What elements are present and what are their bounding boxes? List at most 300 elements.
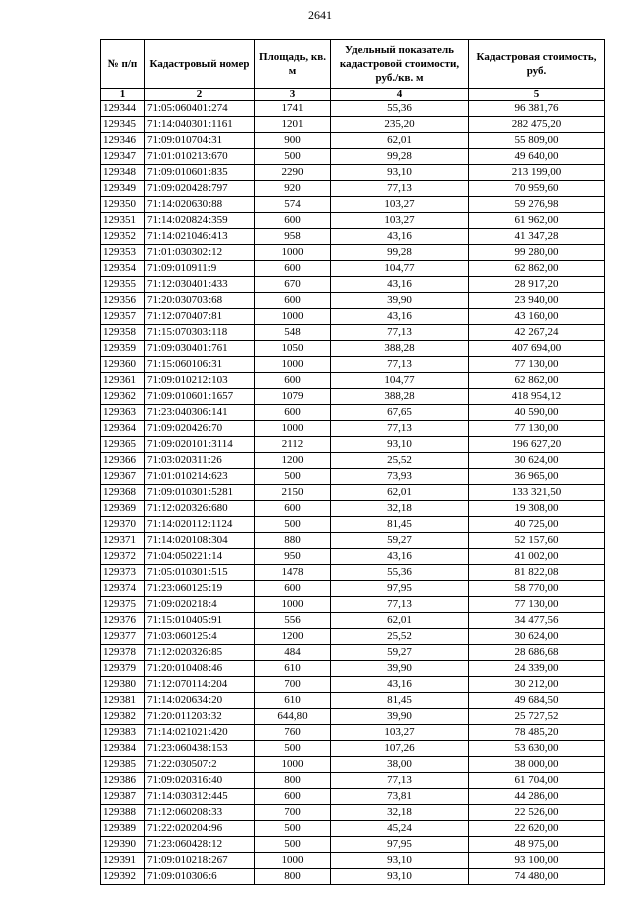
cadastral-number-cell: 71:20:030703:68 — [145, 293, 255, 309]
column-index-row — [101, 89, 605, 101]
area-cell: 1201 — [255, 117, 331, 133]
table-row — [101, 485, 605, 501]
cadastral-number-cell: 71:15:070303:118 — [145, 325, 255, 341]
cadastral-value-cell: 81 822,08 — [469, 565, 605, 581]
table-row — [101, 325, 605, 341]
cadastral-value-cell: 53 630,00 — [469, 741, 605, 757]
header-row-number: № п/п — [101, 40, 145, 89]
header-area: Площадь, кв. м — [255, 40, 331, 89]
cadastral-value-cell: 48 975,00 — [469, 837, 605, 853]
cadastral-number-cell: 71:14:020112:1124 — [145, 517, 255, 533]
cadastral-number-cell: 71:09:010601:1657 — [145, 389, 255, 405]
area-cell: 644,80 — [255, 709, 331, 725]
cadastral-number-cell: 71:23:040306:141 — [145, 405, 255, 421]
table-row — [101, 741, 605, 757]
cadastral-number-cell: 71:04:050221:14 — [145, 549, 255, 565]
table-row — [101, 869, 605, 885]
row-number-cell: 129381 — [101, 693, 145, 709]
table-row — [101, 181, 605, 197]
cadastral-number-cell: 71:12:060208:33 — [145, 805, 255, 821]
cadastral-value-cell: 58 770,00 — [469, 581, 605, 597]
cadastral-number-cell: 71:09:020101:3114 — [145, 437, 255, 453]
specific-value-cell: 73,81 — [331, 789, 469, 805]
specific-value-cell: 99,28 — [331, 149, 469, 165]
table-row — [101, 533, 605, 549]
row-number-cell: 129373 — [101, 565, 145, 581]
table-row — [101, 261, 605, 277]
table-row — [101, 709, 605, 725]
cadastral-value-cell: 30 624,00 — [469, 453, 605, 469]
cadastral-number-cell: 71:14:021046:413 — [145, 229, 255, 245]
table-row — [101, 469, 605, 485]
specific-value-cell: 43,16 — [331, 677, 469, 693]
cadastral-value-cell: 38 000,00 — [469, 757, 605, 773]
area-cell: 900 — [255, 133, 331, 149]
row-number-cell: 129377 — [101, 629, 145, 645]
header-row — [101, 40, 605, 89]
area-cell: 1000 — [255, 309, 331, 325]
row-number-cell: 129387 — [101, 789, 145, 805]
table-body — [101, 101, 605, 885]
table-row — [101, 501, 605, 517]
row-number-cell: 129354 — [101, 261, 145, 277]
cadastral-number-cell: 71:05:060401:274 — [145, 101, 255, 117]
table-row — [101, 421, 605, 437]
cadastral-value-cell: 22 526,00 — [469, 805, 605, 821]
cadastral-number-cell: 71:09:010306:6 — [145, 869, 255, 885]
specific-value-cell: 81,45 — [331, 517, 469, 533]
cadastral-number-cell: 71:12:070407:81 — [145, 309, 255, 325]
row-number-cell: 129388 — [101, 805, 145, 821]
column-index: 3 — [255, 89, 331, 101]
cadastral-number-cell: 71:09:010218:267 — [145, 853, 255, 869]
row-number-cell: 129371 — [101, 533, 145, 549]
row-number-cell: 129374 — [101, 581, 145, 597]
specific-value-cell: 97,95 — [331, 581, 469, 597]
specific-value-cell: 103,27 — [331, 197, 469, 213]
row-number-cell: 129358 — [101, 325, 145, 341]
table-row — [101, 373, 605, 389]
row-number-cell: 129348 — [101, 165, 145, 181]
area-cell: 500 — [255, 517, 331, 533]
area-cell: 500 — [255, 149, 331, 165]
cadastral-number-cell: 71:09:010212:103 — [145, 373, 255, 389]
area-cell: 600 — [255, 293, 331, 309]
area-cell: 700 — [255, 677, 331, 693]
cadastral-value-cell: 42 267,24 — [469, 325, 605, 341]
table-row — [101, 405, 605, 421]
specific-value-cell: 62,01 — [331, 133, 469, 149]
row-number-cell: 129386 — [101, 773, 145, 789]
area-cell: 600 — [255, 213, 331, 229]
specific-value-cell: 104,77 — [331, 261, 469, 277]
specific-value-cell: 43,16 — [331, 309, 469, 325]
cadastral-value-cell: 40 590,00 — [469, 405, 605, 421]
row-number-cell: 129363 — [101, 405, 145, 421]
table-row — [101, 245, 605, 261]
specific-value-cell: 107,26 — [331, 741, 469, 757]
table-row — [101, 197, 605, 213]
cadastral-number-cell: 71:12:020326:85 — [145, 645, 255, 661]
row-number-cell: 129367 — [101, 469, 145, 485]
cadastral-number-cell: 71:09:020428:797 — [145, 181, 255, 197]
table-row — [101, 437, 605, 453]
table-row — [101, 517, 605, 533]
row-number-cell: 129378 — [101, 645, 145, 661]
table-row — [101, 149, 605, 165]
cadastral-value-cell: 418 954,12 — [469, 389, 605, 405]
table-row — [101, 597, 605, 613]
table-row — [101, 133, 605, 149]
table-row — [101, 213, 605, 229]
cadastral-value-cell: 22 620,00 — [469, 821, 605, 837]
area-cell: 500 — [255, 821, 331, 837]
table-row — [101, 661, 605, 677]
cadastral-number-cell: 71:20:011203:32 — [145, 709, 255, 725]
table-row — [101, 773, 605, 789]
row-number-cell: 129389 — [101, 821, 145, 837]
row-number-cell: 129385 — [101, 757, 145, 773]
cadastral-value-cell: 70 959,60 — [469, 181, 605, 197]
specific-value-cell: 62,01 — [331, 613, 469, 629]
area-cell: 600 — [255, 789, 331, 805]
cadastral-value-cell: 96 381,76 — [469, 101, 605, 117]
area-cell: 1000 — [255, 757, 331, 773]
cadastral-number-cell: 71:20:010408:46 — [145, 661, 255, 677]
specific-value-cell: 32,18 — [331, 805, 469, 821]
row-number-cell: 129359 — [101, 341, 145, 357]
cadastral-value-cell: 133 321,50 — [469, 485, 605, 501]
table-row — [101, 309, 605, 325]
table-row — [101, 581, 605, 597]
row-number-cell: 129391 — [101, 853, 145, 869]
cadastral-value-cell: 407 694,00 — [469, 341, 605, 357]
table-row — [101, 677, 605, 693]
area-cell: 1000 — [255, 853, 331, 869]
cadastral-number-cell: 71:14:020630:88 — [145, 197, 255, 213]
specific-value-cell: 104,77 — [331, 373, 469, 389]
specific-value-cell: 99,28 — [331, 245, 469, 261]
area-cell: 610 — [255, 661, 331, 677]
area-cell: 500 — [255, 837, 331, 853]
cadastral-value-cell: 62 862,00 — [469, 261, 605, 277]
specific-value-cell: 77,13 — [331, 325, 469, 341]
cadastral-number-cell: 71:23:060125:19 — [145, 581, 255, 597]
cadastral-value-cell: 41 347,28 — [469, 229, 605, 245]
cadastral-value-cell: 30 624,00 — [469, 629, 605, 645]
row-number-cell: 129346 — [101, 133, 145, 149]
row-number-cell: 129365 — [101, 437, 145, 453]
area-cell: 1741 — [255, 101, 331, 117]
row-number-cell: 129349 — [101, 181, 145, 197]
cadastral-number-cell: 71:14:030312:445 — [145, 789, 255, 805]
area-cell: 500 — [255, 469, 331, 485]
area-cell: 500 — [255, 741, 331, 757]
cadastral-number-cell: 71:09:010301:5281 — [145, 485, 255, 501]
table-row — [101, 805, 605, 821]
table-row — [101, 789, 605, 805]
table-row — [101, 645, 605, 661]
cadastral-value-cell: 196 627,20 — [469, 437, 605, 453]
row-number-cell: 129392 — [101, 869, 145, 885]
specific-value-cell: 103,27 — [331, 725, 469, 741]
cadastral-number-cell: 71:01:010214:623 — [145, 469, 255, 485]
specific-value-cell: 73,93 — [331, 469, 469, 485]
specific-value-cell: 388,28 — [331, 389, 469, 405]
header-cadastral-value: Кадастровая стоимость, руб. — [469, 40, 605, 89]
specific-value-cell: 55,36 — [331, 101, 469, 117]
table-row — [101, 629, 605, 645]
area-cell: 610 — [255, 693, 331, 709]
specific-value-cell: 39,90 — [331, 709, 469, 725]
cadastral-number-cell: 71:14:021021:420 — [145, 725, 255, 741]
table-row — [101, 453, 605, 469]
row-number-cell: 129376 — [101, 613, 145, 629]
specific-value-cell: 103,27 — [331, 213, 469, 229]
cadastral-value-cell: 59 276,98 — [469, 197, 605, 213]
cadastral-number-cell: 71:03:060125:4 — [145, 629, 255, 645]
area-cell: 1050 — [255, 341, 331, 357]
column-index: 5 — [469, 89, 605, 101]
cadastral-value-cell: 52 157,60 — [469, 533, 605, 549]
specific-value-cell: 388,28 — [331, 341, 469, 357]
area-cell: 600 — [255, 501, 331, 517]
cadastral-number-cell: 71:23:060428:12 — [145, 837, 255, 853]
table-row — [101, 389, 605, 405]
cadastral-value-table — [100, 39, 605, 885]
cadastral-value-cell: 28 686,68 — [469, 645, 605, 661]
cadastral-value-cell: 34 477,56 — [469, 613, 605, 629]
cadastral-value-cell: 74 480,00 — [469, 869, 605, 885]
area-cell: 574 — [255, 197, 331, 213]
specific-value-cell: 43,16 — [331, 229, 469, 245]
specific-value-cell: 77,13 — [331, 357, 469, 373]
row-number-cell: 129353 — [101, 245, 145, 261]
cadastral-number-cell: 71:09:010601:835 — [145, 165, 255, 181]
area-cell: 1200 — [255, 629, 331, 645]
table-row — [101, 165, 605, 181]
row-number-cell: 129356 — [101, 293, 145, 309]
table-row — [101, 229, 605, 245]
table-row — [101, 725, 605, 741]
area-cell: 950 — [255, 549, 331, 565]
area-cell: 600 — [255, 405, 331, 421]
column-index: 4 — [331, 89, 469, 101]
area-cell: 2112 — [255, 437, 331, 453]
specific-value-cell: 93,10 — [331, 853, 469, 869]
cadastral-value-cell: 44 286,00 — [469, 789, 605, 805]
table-row — [101, 357, 605, 373]
cadastral-number-cell: 71:14:020824:359 — [145, 213, 255, 229]
cadastral-number-cell: 71:23:060438:153 — [145, 741, 255, 757]
cadastral-value-cell: 61 704,00 — [469, 773, 605, 789]
specific-value-cell: 67,65 — [331, 405, 469, 421]
row-number-cell: 129390 — [101, 837, 145, 853]
cadastral-value-cell: 282 475,20 — [469, 117, 605, 133]
row-number-cell: 129372 — [101, 549, 145, 565]
cadastral-number-cell: 71:12:070114:204 — [145, 677, 255, 693]
area-cell: 600 — [255, 373, 331, 389]
specific-value-cell: 77,13 — [331, 421, 469, 437]
area-cell: 1000 — [255, 421, 331, 437]
specific-value-cell: 25,52 — [331, 629, 469, 645]
area-cell: 1000 — [255, 245, 331, 261]
specific-value-cell: 59,27 — [331, 533, 469, 549]
cadastral-value-cell: 40 725,00 — [469, 517, 605, 533]
cadastral-number-cell: 71:01:010213:670 — [145, 149, 255, 165]
row-number-cell: 129360 — [101, 357, 145, 373]
specific-value-cell: 38,00 — [331, 757, 469, 773]
row-number-cell: 129380 — [101, 677, 145, 693]
specific-value-cell: 77,13 — [331, 597, 469, 613]
area-cell: 548 — [255, 325, 331, 341]
cadastral-number-cell: 71:09:020426:70 — [145, 421, 255, 437]
area-cell: 556 — [255, 613, 331, 629]
row-number-cell: 129379 — [101, 661, 145, 677]
cadastral-value-cell: 41 002,00 — [469, 549, 605, 565]
cadastral-value-cell: 61 962,00 — [469, 213, 605, 229]
cadastral-number-cell: 71:22:020204:96 — [145, 821, 255, 837]
row-number-cell: 129351 — [101, 213, 145, 229]
specific-value-cell: 32,18 — [331, 501, 469, 517]
specific-value-cell: 43,16 — [331, 549, 469, 565]
row-number-cell: 129345 — [101, 117, 145, 133]
cadastral-value-cell: 30 212,00 — [469, 677, 605, 693]
area-cell: 800 — [255, 773, 331, 789]
area-cell: 920 — [255, 181, 331, 197]
row-number-cell: 129375 — [101, 597, 145, 613]
cadastral-number-cell: 71:14:040301:1161 — [145, 117, 255, 133]
cadastral-number-cell: 71:12:020326:680 — [145, 501, 255, 517]
cadastral-number-cell: 71:09:020218:4 — [145, 597, 255, 613]
area-cell: 958 — [255, 229, 331, 245]
specific-value-cell: 45,24 — [331, 821, 469, 837]
cadastral-value-cell: 28 917,20 — [469, 277, 605, 293]
area-cell: 600 — [255, 261, 331, 277]
cadastral-number-cell: 71:09:010704:31 — [145, 133, 255, 149]
cadastral-number-cell: 71:05:010301:515 — [145, 565, 255, 581]
table-row — [101, 277, 605, 293]
specific-value-cell: 81,45 — [331, 693, 469, 709]
area-cell: 880 — [255, 533, 331, 549]
cadastral-number-cell: 71:09:020316:40 — [145, 773, 255, 789]
cadastral-value-cell: 24 339,00 — [469, 661, 605, 677]
table-row — [101, 293, 605, 309]
table-row — [101, 117, 605, 133]
specific-value-cell: 43,16 — [331, 277, 469, 293]
area-cell: 2150 — [255, 485, 331, 501]
row-number-cell: 129369 — [101, 501, 145, 517]
table-row — [101, 613, 605, 629]
specific-value-cell: 62,01 — [331, 485, 469, 501]
area-cell: 800 — [255, 869, 331, 885]
cadastral-value-cell: 77 130,00 — [469, 421, 605, 437]
area-cell: 600 — [255, 581, 331, 597]
area-cell: 670 — [255, 277, 331, 293]
cadastral-value-cell: 99 280,00 — [469, 245, 605, 261]
specific-value-cell: 55,36 — [331, 565, 469, 581]
row-number-cell: 129355 — [101, 277, 145, 293]
cadastral-number-cell: 71:01:030302:12 — [145, 245, 255, 261]
cadastral-number-cell: 71:09:010911:9 — [145, 261, 255, 277]
table-row — [101, 853, 605, 869]
table-row — [101, 341, 605, 357]
header-specific-value: Удельный показатель кадастровой стоимости, руб./кв. м — [331, 40, 469, 89]
cadastral-value-cell: 43 160,00 — [469, 309, 605, 325]
area-cell: 1000 — [255, 597, 331, 613]
area-cell: 1478 — [255, 565, 331, 581]
cadastral-value-cell: 36 965,00 — [469, 469, 605, 485]
page-number: 2641 — [308, 8, 332, 22]
cadastral-number-cell: 71:14:020634:20 — [145, 693, 255, 709]
area-cell: 1000 — [255, 357, 331, 373]
cadastral-value-cell: 19 308,00 — [469, 501, 605, 517]
table-row — [101, 757, 605, 773]
area-cell: 2290 — [255, 165, 331, 181]
cadastral-value-cell: 62 862,00 — [469, 373, 605, 389]
row-number-cell: 129344 — [101, 101, 145, 117]
row-number-cell: 129357 — [101, 309, 145, 325]
table-header — [101, 40, 605, 101]
cadastral-number-cell: 71:09:030401:761 — [145, 341, 255, 357]
cadastral-number-cell: 71:14:020108:304 — [145, 533, 255, 549]
row-number-cell: 129382 — [101, 709, 145, 725]
cadastral-value-cell: 49 684,50 — [469, 693, 605, 709]
specific-value-cell: 25,52 — [331, 453, 469, 469]
row-number-cell: 129368 — [101, 485, 145, 501]
cadastral-value-cell: 77 130,00 — [469, 597, 605, 613]
cadastral-value-cell: 213 199,00 — [469, 165, 605, 181]
table-row — [101, 821, 605, 837]
area-cell: 1079 — [255, 389, 331, 405]
specific-value-cell: 39,90 — [331, 293, 469, 309]
specific-value-cell: 235,20 — [331, 117, 469, 133]
row-number-cell: 129352 — [101, 229, 145, 245]
table-row — [101, 549, 605, 565]
specific-value-cell: 97,95 — [331, 837, 469, 853]
row-number-cell: 129350 — [101, 197, 145, 213]
cadastral-number-cell: 71:15:060106:31 — [145, 357, 255, 373]
specific-value-cell: 39,90 — [331, 661, 469, 677]
cadastral-value-cell: 25 727,52 — [469, 709, 605, 725]
cadastral-value-cell: 23 940,00 — [469, 293, 605, 309]
specific-value-cell: 77,13 — [331, 181, 469, 197]
cadastral-value-cell: 93 100,00 — [469, 853, 605, 869]
column-index: 2 — [145, 89, 255, 101]
area-cell: 484 — [255, 645, 331, 661]
area-cell: 760 — [255, 725, 331, 741]
cadastral-value-cell: 78 485,20 — [469, 725, 605, 741]
specific-value-cell: 77,13 — [331, 773, 469, 789]
table-row — [101, 565, 605, 581]
cadastral-number-cell: 71:03:020311:26 — [145, 453, 255, 469]
table-row — [101, 693, 605, 709]
column-index: 1 — [101, 89, 145, 101]
row-number-cell: 129364 — [101, 421, 145, 437]
row-number-cell: 129361 — [101, 373, 145, 389]
specific-value-cell: 59,27 — [331, 645, 469, 661]
row-number-cell: 129370 — [101, 517, 145, 533]
area-cell: 700 — [255, 805, 331, 821]
cadastral-number-cell: 71:22:030507:2 — [145, 757, 255, 773]
cadastral-number-cell: 71:15:010405:91 — [145, 613, 255, 629]
row-number-cell: 129366 — [101, 453, 145, 469]
cadastral-number-cell: 71:12:030401:433 — [145, 277, 255, 293]
specific-value-cell: 93,10 — [331, 869, 469, 885]
specific-value-cell: 93,10 — [331, 437, 469, 453]
row-number-cell: 129347 — [101, 149, 145, 165]
cadastral-value-cell: 77 130,00 — [469, 357, 605, 373]
